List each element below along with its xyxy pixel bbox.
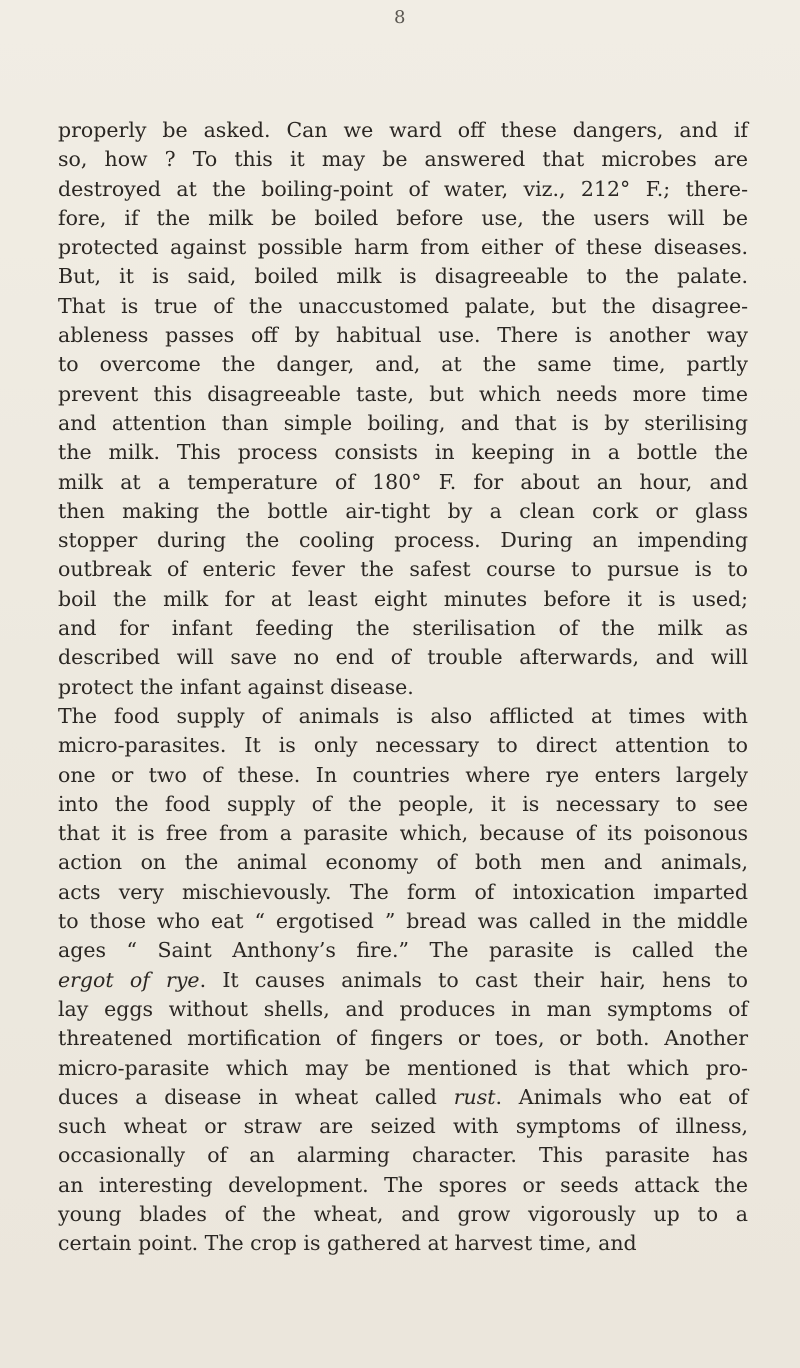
text-line: micro-parasite which may be mentioned is that which pro- — [58, 1055, 748, 1080]
text-line: The food supply of animals is also afflicted at times with — [58, 703, 748, 728]
text-line-with-italic: duces a disease in wheat called rust. Animals who eat of — [58, 1084, 748, 1109]
italic-term: ergot of rye — [58, 967, 200, 992]
text-line: described will save no end of trouble afterwards, and will — [58, 645, 748, 670]
text-line: certain point. The crop is gathered at harvest time, and — [58, 1231, 637, 1256]
text-line: That is true of the unaccustomed palate, but the disagree- — [58, 293, 748, 318]
text-line: milk at a temperature of 180° F. for about an hour, and — [58, 469, 748, 494]
text-line: fore, if the milk be boiled before use, the users will be — [58, 205, 748, 230]
text-line-with-italic: ergot of rye. It causes animals to cast their hair, hens to — [58, 967, 749, 992]
page-number: 8 — [394, 7, 406, 28]
paragraph-1 — [58, 116, 748, 702]
text-line: protect the infant against disease. — [58, 674, 414, 699]
text-line: prevent this disagreeable taste, but which needs more time — [58, 381, 748, 406]
text-line: an interesting development. The spores or seeds attack the — [58, 1172, 748, 1197]
text-line: micro-parasites. It is only necessary to direct attention to — [58, 733, 748, 758]
text-line: and attention than simple boiling, and that is by sterilising — [58, 410, 748, 435]
text-line: stopper during the cooling process. During an impending — [58, 528, 748, 553]
text-line: ages “ Saint Anthony’s fire.” The parasite is called the — [58, 938, 748, 963]
text-line: so, how ? To this it may be answered that microbes are — [58, 147, 748, 172]
text-line: ableness passes off by habitual use. There is another way — [58, 323, 748, 348]
text-line: protected against possible harm from either of these diseases. — [58, 235, 748, 260]
text-line: boil the milk for at least eight minutes before it is used; — [58, 586, 748, 611]
italic-term: rust — [453, 1084, 496, 1109]
text-line: lay eggs without shells, and produces in man symptoms of — [58, 996, 748, 1021]
text-line: then making the bottle air-tight by a clean cork or glass — [58, 498, 748, 523]
text-line: young blades of the wheat, and grow vigorously up to a — [58, 1201, 748, 1226]
text-line: and for infant feeding the sterilisation of the milk as — [58, 616, 748, 641]
body-text — [58, 116, 748, 1259]
text-line: action on the animal economy of both men and animals, — [58, 850, 748, 875]
text-line: to overcome the danger, and, at the same time, partly — [58, 352, 748, 377]
text-line: the milk. This process consists in keeping in a bottle the — [58, 440, 748, 465]
text-line: to those who eat “ ergotised ” bread was called in the middle — [58, 909, 748, 934]
text-line: occasionally of an alarming character. This parasite has — [58, 1143, 748, 1168]
text-line: acts very mischievously. The form of intoxication imparted — [58, 879, 748, 904]
text-line: such wheat or straw are seized with symptoms of illness, — [58, 1114, 748, 1139]
text-line: that it is free from a parasite which, because of its poisonous — [58, 821, 748, 846]
paragraph-2 — [58, 702, 748, 1259]
text-line: destroyed at the boiling-point of water, viz., 212° F.; there- — [58, 176, 748, 201]
text-line: into the food supply of the people, it is necessary to see — [58, 791, 748, 816]
text-line: threatened mortification of fingers or toes, or both. Another — [58, 1026, 748, 1051]
text-line: properly be asked. Can we ward off these dangers, and if — [58, 118, 748, 142]
text-line: one or two of these. In countries where rye enters largely — [58, 762, 748, 787]
text-line: outbreak of enteric fever the safest course to pursue is to — [58, 557, 748, 582]
text-line: But, it is said, boiled milk is disagreeable to the palate. — [58, 264, 748, 289]
